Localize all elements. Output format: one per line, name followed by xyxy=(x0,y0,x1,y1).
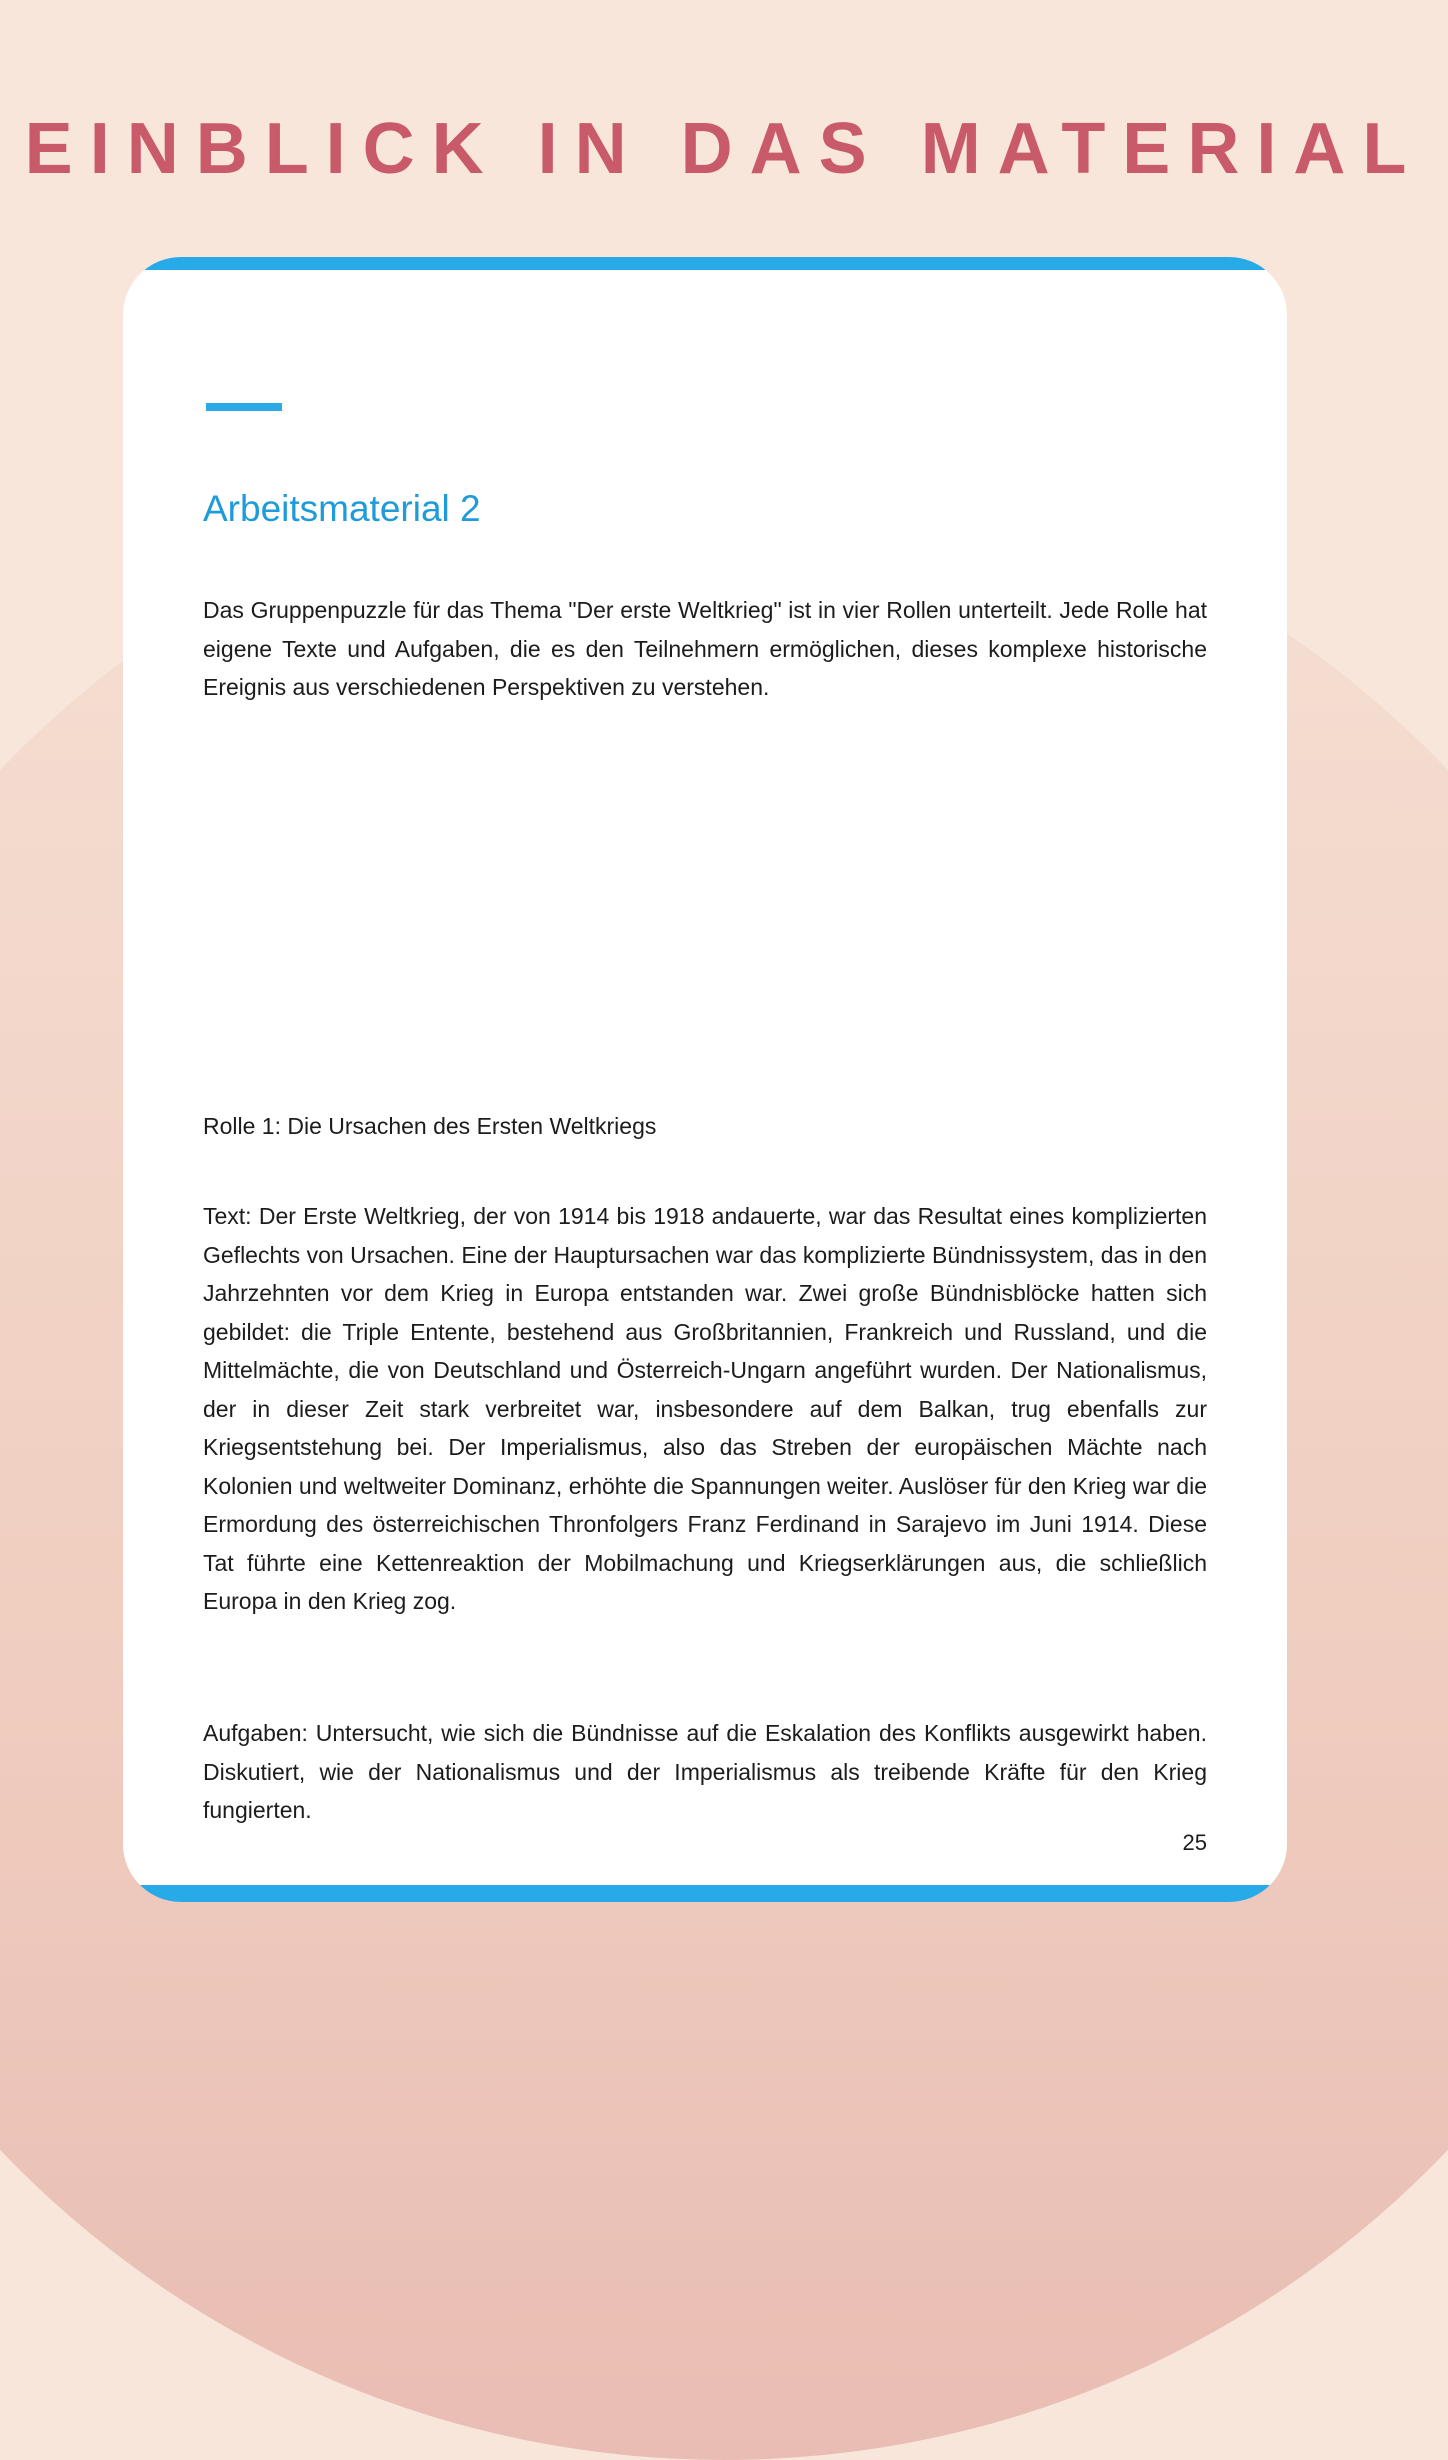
section-title: Arbeitsmaterial 2 xyxy=(203,488,481,529)
page-number: 25 xyxy=(1182,1830,1207,1855)
card-top-edge xyxy=(123,257,1287,270)
content-card xyxy=(123,257,1287,1902)
accent-bar xyxy=(206,403,282,411)
page-header-title: EINBLICK IN DAS MATERIAL xyxy=(24,109,1424,189)
role-heading: Rolle 1: Die Ursachen des Ersten Weltkriegs xyxy=(203,1113,657,1139)
card-bottom-edge xyxy=(123,1885,1287,1902)
tasks-paragraph: Aufgaben: Untersucht, wie sich die Bündnisse auf die Eskalation des Konflikts ausgewirkt haben. Diskutiert, wie der Nationalismus und der Imperialismus als treibende Kräfte für den Krieg fungierten. xyxy=(203,1720,1207,1823)
role-text-paragraph: Text: Der Erste Weltkrieg, der von 1914 bis 1918 andauerte, war das Resultat eines komplizierten Geflechts von Ursachen. Eine der Hauptursachen war das komplizierte Bündnissystem, das in den Jahrzehnten vor dem Krieg in Europa entstanden war. Zwei große Bündnisblöcke hatten sich gebildet: die Triple Entente, bestehend aus Großbritannien, Frankreich und Russland, und die Mittelmächte, die von Deutschland und Österreich-Ungarn angeführt wurden. Der Nationalismus, der in dieser Zeit stark verbreitet war, insbesondere auf dem Balkan, trug ebenfalls zur Kriegsentstehung bei. Der Imperialismus, also das Streben der europäischen Mächte nach Kolonien und weltweiter Dominanz, erhöhte die Spannungen weiter. Auslöser für den Krieg war die Ermordung des österreichischen Thronfolgers Franz Ferdinand in Sarajevo im Juni 1914. Diese Tat führte eine Kettenreaktion der Mobilmachung und Kriegserklärungen aus, die schließlich Europa in den Krieg zog. xyxy=(203,1203,1207,1614)
intro-paragraph: Das Gruppenpuzzle für das Thema "Der erste Weltkrieg" ist in vier Rollen unterteilt. Jede Rolle hat eigene Texte und Aufgaben, die es den Teilnehmern ermöglichen, dieses komplexe historische Ereignis aus verschiedenen Perspektiven zu verstehen. xyxy=(203,597,1207,700)
